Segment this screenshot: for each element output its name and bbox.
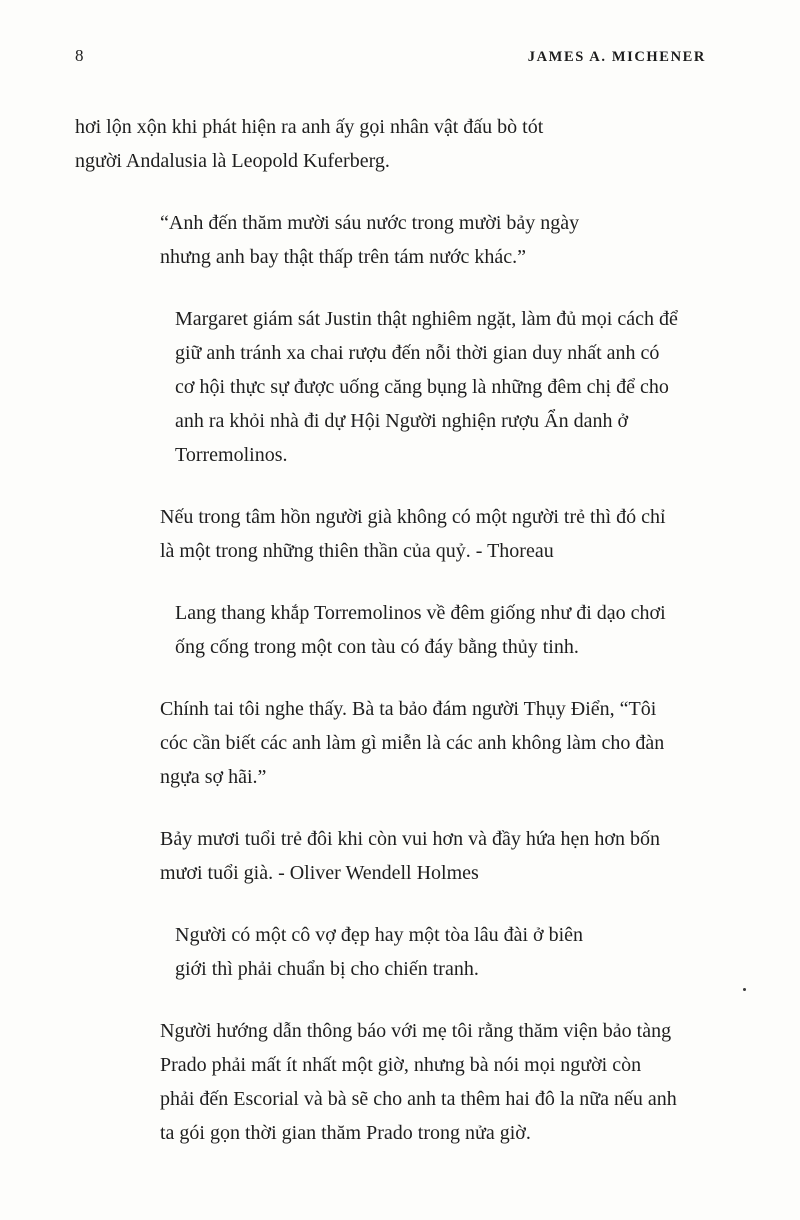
ink-speck [743,988,746,991]
text-line: ta gói gọn thời gian thăm Prado trong nửa giờ. [160,1122,531,1144]
anecdote-prado [160,1014,706,1150]
text-line: phải đến Escorial và bà sẽ cho anh ta thêm hai đô la nữa nếu anh [160,1088,677,1110]
text-line: Torremolinos. [175,444,288,466]
text-line: Chính tai tôi nghe thấy. Bà ta bảo đám người Thụy Điển, “Tôi [160,698,657,720]
text-line: Prado phải mất ít nhất một giờ, nhưng bà nói mọi người còn [160,1054,642,1076]
text-line: ngựa sợ hãi.” [160,766,267,788]
body-text [75,110,706,1150]
text-line: anh ra khỏi nhà đi dự Hội Người nghiện rượu Ẩn danh ở [175,410,629,432]
text-line: cơ hội thực sự được uống căng bụng là những đêm chị để cho [175,376,669,398]
text-line: Margaret giám sát Justin thật nghiêm ngặt, làm đủ mọi cách để [175,308,678,330]
anecdote-margaret [175,302,706,472]
text-line: hơi lộn xộn khi phát hiện ra anh ấy gọi nhân vật đấu bò tót [75,116,544,138]
quote-thoreau [160,500,706,568]
text-line: nhưng anh bay thật thấp trên tám nước khác.” [160,246,527,268]
epigraph-quote-travel [160,206,706,274]
paragraph-continuation [75,110,706,178]
epigraph-proverb [175,918,706,986]
text-line: mươi tuổi già. - Oliver Wendell Holmes [160,862,479,884]
anecdote-torremolinos [175,596,706,664]
running-head: JAMES A. MICHENER [527,49,706,65]
text-line: Người có một cô vợ đẹp hay một tòa lâu đài ở biên [175,924,584,946]
text-line: Lang thang khắp Torremolinos về đêm giống như đi dạo chơi [175,602,666,624]
text-line: là một trong những thiên thần của quỷ. - Thoreau [160,540,554,562]
quote-holmes [160,822,706,890]
text-line: Bảy mươi tuổi trẻ đôi khi còn vui hơn và đầy hứa hẹn hơn bốn [160,828,660,850]
text-line: giới thì phải chuẩn bị cho chiến tranh. [175,958,479,980]
text-line: Người hướng dẫn thông báo với mẹ tôi rằng thăm viện bảo tàng [160,1020,672,1042]
page-header [75,46,706,66]
text-line: cóc cần biết các anh làm gì miễn là các anh không làm cho đàn [160,732,665,754]
text-line: Nếu trong tâm hồn người già không có một người trẻ thì đó chỉ [160,506,666,528]
anecdote-swedes [160,692,706,794]
page-number: 8 [75,46,84,65]
text-line: giữ anh tránh xa chai rượu đến nỗi thời gian duy nhất anh có [175,342,660,364]
text-line: “Anh đến thăm mười sáu nước trong mười bảy ngày [160,212,580,234]
text-line: người Andalusia là Leopold Kuferberg. [75,150,390,172]
text-line: ống cống trong một con tàu có đáy bằng thủy tinh. [175,636,579,658]
